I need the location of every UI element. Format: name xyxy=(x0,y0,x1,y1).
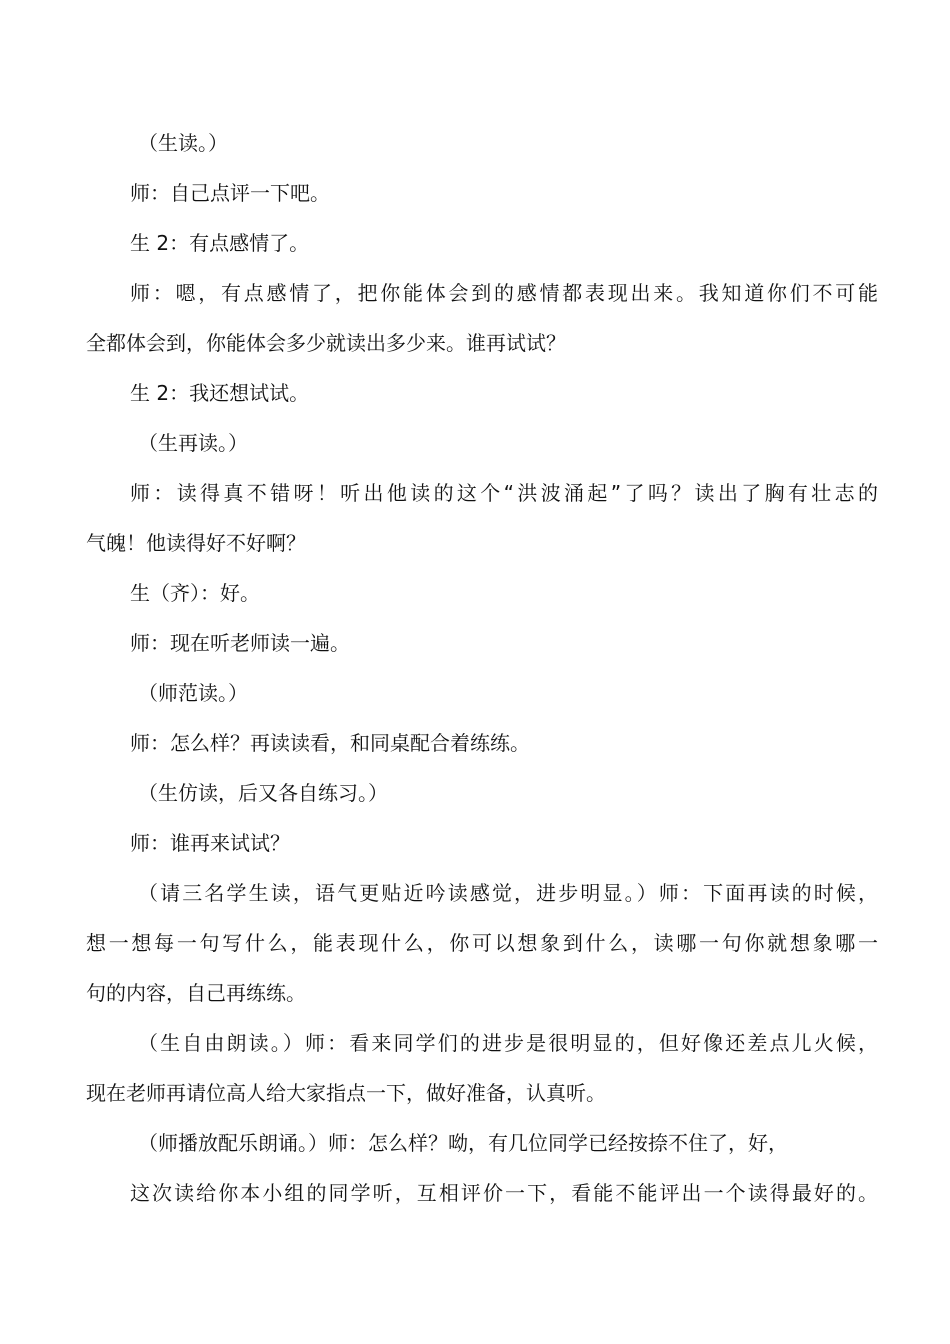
paragraph-8: 生（齐）：好。 xyxy=(130,581,260,605)
paragraph-4-line-1: 师：嗯，有点感情了，把你能体会到的感情都表现出来。我知道你们不可能 xyxy=(130,281,878,305)
paragraph-4 xyxy=(86,268,878,368)
paragraph-12: （生仿读，后又各自练习。） xyxy=(138,781,388,805)
paragraph-9: 师：现在听老师读一遍。 xyxy=(130,631,350,655)
paragraph-1: （生读。） xyxy=(138,131,228,155)
paragraph-2: 师：自己点评一下吧。 xyxy=(130,181,330,205)
paragraph-15-line-1: （生自由朗读。）师：看来同学们的进步是很明显的，但好像还差点儿火候， xyxy=(138,1031,878,1055)
paragraph-17: 这次读给你本小组的同学听，互相评价一下，看能不能评出一个读得最好的。 xyxy=(130,1181,878,1205)
paragraph-14-line-1: （请三名学生读，语气更贴近吟读感觉，进步明显。）师：下面再读的时候， xyxy=(138,881,878,905)
paragraph-16: （师播放配乐朗诵。）师：怎么样？呦，有几位同学已经按捺不住了，好， xyxy=(138,1131,788,1155)
paragraph-11: 师：怎么样？再读读看，和同桌配合着练练。 xyxy=(130,731,530,755)
paragraph-15 xyxy=(86,1018,878,1118)
paragraph-3: 生 2：有点感情了。 xyxy=(130,231,310,255)
paragraph-14-line-3: 句的内容，自己再练练。 xyxy=(86,981,306,1005)
paragraph-7-line-2: 气魄！他读得好不好啊？ xyxy=(86,531,306,555)
paragraph-4-line-2: 全都体会到，你能体会多少就读出多少来。谁再试试？ xyxy=(86,331,566,355)
paragraph-14 xyxy=(86,868,878,1018)
paragraph-15-line-2: 现在老师再请位高人给大家指点一下，做好准备，认真听。 xyxy=(86,1081,606,1105)
paragraph-7-line-1: 师：读得真不错呀！听出他读的这个“洪波涌起”了吗？读出了胸有壮志的 xyxy=(130,481,878,505)
paragraph-7 xyxy=(86,468,878,568)
paragraph-14-line-2: 想一想每一句写什么，能表现什么，你可以想象到什么，读哪一句你就想象哪一 xyxy=(86,931,878,955)
document-body xyxy=(86,118,878,1218)
paragraph-10: （师范读。） xyxy=(138,681,248,705)
paragraph-13: 师：谁再来试试？ xyxy=(130,831,290,855)
paragraph-5: 生 2：我还想试试。 xyxy=(130,381,310,405)
paragraph-6: （生再读。） xyxy=(138,431,248,455)
